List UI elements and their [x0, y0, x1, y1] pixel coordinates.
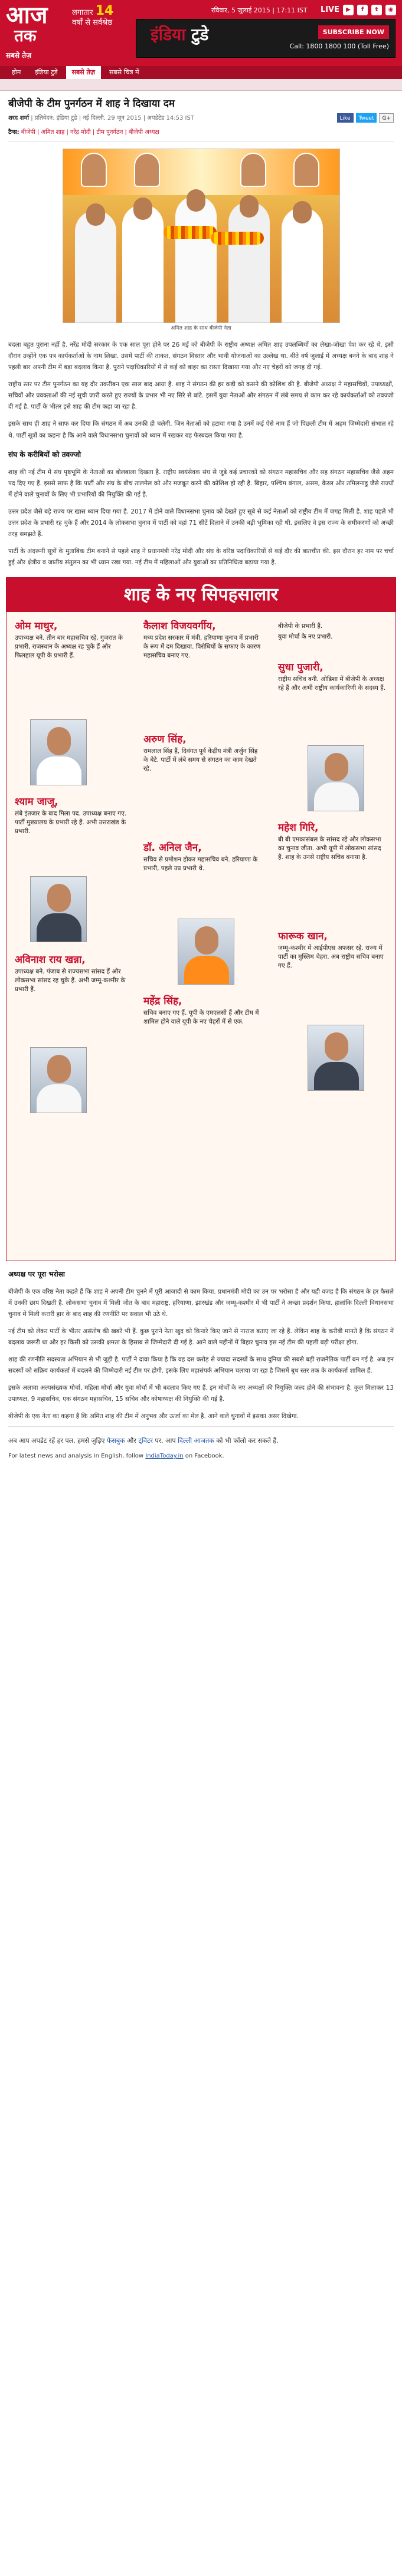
leader-card	[278, 930, 388, 970]
main-nav	[0, 66, 402, 79]
follow-note-text: अब आप अपडेट रहें हर पल, हमसे जुड़िए	[8, 1436, 107, 1445]
person-head	[187, 189, 205, 212]
photo-caption: अमित शाह के साथ बीजेपी नेता	[171, 325, 231, 331]
play-icon[interactable]: ▶	[343, 5, 354, 15]
paragraph: इसके साथ ही शाह ने साफ कर दिया कि संगठन में अब उनकी ही चलेगी. जिन नेताओं को हटाया गया है उनमें कई ऐसे नाम हैं जो पिछली टीम में अहम जिम्मेदारी संभाल रहे थे. पार्टी सूत्रों का कहना है कि आने वाले विधानसभा चुनावों को ध्यान में रखकर यह फेरबदल किया गया है.	[8, 420, 394, 439]
paragraph: शाह की नई टीम में संघ पृष्ठभूमि के नेताओं का बोलबाला दिखता है. राष्ट्रीय स्वयंसेवक संघ से जुड़े कई प्रचारकों को संगठन महासचिव और सह संगठन महासचिव जैसे अहम पद दिए गए हैं. इससे साफ है कि पार्टी और संघ के बीच तालमेल को और मजबूत करने की कोशिश हो रही है. बिहार, पश्चिम बंगाल, असम, केरल और तमिलनाडु जैसे राज्यों में होने वाले चुनावों के लिए भी प्रभारियों की नियुक्ति की गई है.	[8, 468, 394, 498]
article-body-continued	[0, 1268, 402, 1462]
banner-title-b: टुडे	[191, 25, 209, 44]
sabse-tez-label: सबसे तेज़	[6, 51, 31, 60]
person	[175, 196, 217, 323]
leader-name: अरुण सिंह,	[143, 733, 187, 745]
leader-desc: जम्मू-कश्मीर में आईपीएस अफसर रहे. राज्य में पार्टी का मुस्लिम चेहरा. अब राष्ट्रीय सचिव बनाए गए हैं.	[278, 944, 384, 969]
follow-note-text: को भी फॉलो कर सकते हैं.	[214, 1436, 279, 1445]
leader-card	[278, 822, 388, 862]
leader-photo	[308, 745, 364, 811]
section-heading: अध्यक्ष पर पूरा भरोसा	[8, 1269, 66, 1278]
leader-name: ओम माथुर,	[15, 620, 58, 632]
logo-line1: आज	[6, 1, 48, 29]
leader-desc: युवा मोर्चा के नए प्रभारी.	[278, 633, 333, 640]
tagline-years: 14	[95, 4, 114, 18]
site-header	[0, 0, 402, 66]
paragraph: बीजेपी के एक वरिष्ठ नेता कहते हैं कि शाह ने अपनी टीम चुनने में पूरी आजादी से काम किया. प्रधानमंत्री मोदी का उन पर भरोसा है और यही वजह है कि संगठन के हर फैसले में उनकी छाप दिखती है. लोकसभा चुनाव में मिली जीत के बाद महाराष्ट्र, हरियाणा, झारखंड और जम्मू-कश्मीर में भी पार्टी ने अच्छा प्रदर्शन किया. हालांकि दिल्ली विधानसभा चुनाव में मिली करारी हार के बाद शाह की रणनीति पर सवाल भी उठे थे.	[8, 1288, 394, 1318]
english-note	[8, 1451, 394, 1462]
paragraph: राष्ट्रीय स्तर पर टीम पुनर्गठन का यह दौर तकरीबन एक साल बाद आया है. शाह ने संगठन की हर कड़ी को कसने की कोशिश की है. बीजेपी अध्यक्ष ने महासचिवों, उपाध्यक्षों, सचिवों और प्रवक्ताओं की नई सूची जारी करते हुए राज्यों के प्रभार भी नए सिरे से बांटे. इसमें युवा नेताओं और संगठन में लंबे समय से काम कर रहे कार्यकर्ताओं को तवज्जो दी गई है. पार्टी के भीतर इसे शाह की टीम कहा जा रहा है.	[8, 381, 394, 411]
leader-desc: सचिव से प्रमोशन होकर महासचिव बने. हरियाणा के प्रभारी, पहले उप्र प्रभारी थे.	[143, 856, 258, 872]
twitter-icon[interactable]: t	[371, 5, 382, 15]
leader-photo	[178, 919, 234, 985]
share-bar	[337, 113, 394, 123]
google-plus-button[interactable]: G+	[379, 113, 394, 123]
garland	[211, 232, 264, 245]
leader-card	[278, 620, 388, 641]
divider	[8, 1426, 394, 1427]
twitter-link[interactable]: ट्विटर	[138, 1436, 153, 1445]
byline-details: | प्रतिवेदन: इंडिया टुडे | नई दिल्ली, 29 जून 2015 | अपडेटेड 14:53 IST	[31, 115, 194, 121]
person	[282, 208, 323, 323]
leader-photo	[30, 1047, 87, 1113]
leader-name: कैलाश विजयवर्गीय,	[143, 620, 216, 632]
nav-item-photos[interactable]: सबसे चित्र में	[109, 68, 139, 76]
person-head	[133, 198, 152, 220]
section-heading: संघ के करीबियों को तवज्जो	[8, 450, 81, 459]
infographic-title: शाह के नए सिपहसालार	[6, 578, 396, 612]
leader-name: फारूक खान,	[278, 930, 328, 942]
follow-note	[8, 1435, 394, 1446]
leader-desc: बी बी एमकासंबल के सांसद रहे और लोकसभा का चुनाव जीता. अभी यूपी में लोकसभा सांसद हैं. शाह के उनसे राष्ट्रीय सचिव बनाया है.	[278, 835, 381, 861]
byline	[8, 113, 394, 124]
infographic	[6, 577, 396, 1261]
tags-list[interactable]: बीजेपी | अमित शाह | नरेंद्र मोदी | टीम पुनर्गठन | बीजेपी अध्यक्ष	[21, 129, 159, 136]
tags-line	[8, 127, 394, 138]
garland	[164, 226, 217, 239]
leader-desc: बीजेपी के प्रभारी हैं.	[278, 622, 323, 630]
sub-nav	[0, 79, 402, 91]
top-icons	[321, 4, 396, 17]
delhi-aajtak-link[interactable]: दिल्ली आजतक	[178, 1436, 214, 1445]
leader-card	[143, 842, 262, 873]
leader-card	[278, 662, 388, 693]
leader-card	[15, 954, 127, 994]
article-title: बीजेपी के टीम पुनर्गठन में शाह ने दिखाया दम	[8, 98, 175, 110]
paragraph: बदला बहुत पुराना नहीं है. नरेंद्र मोदी सरकार के एक साल पूरा होने पर 26 मई को बीजेपी के राष्ट्रीय अध्यक्ष अमित शाह उपलब्धियों का लेखा-जोखा पेश कर रहे थे. इसी दौरान उन्होंने एक पत्र कार्यकर्ताओं के नाम लिखा. उसमें पार्टी की ताकत, संगठन विस्तार और भावी योजनाओं का उल्लेख था. बीते वर्ष जुलाई में अध्यक्ष बनने के बाद शाह ने पहली बार अपनी टीम में बड़ा बदलाव किया है. पुराने पदाधिकारियों में से कई को बाहर का रास्ता दिखाया गया और नए चेहरों को जगह दी गई.	[8, 341, 394, 371]
person-head	[86, 203, 105, 226]
poster-face	[293, 153, 319, 187]
leader-name: डॉ. अनिल जैन,	[143, 841, 202, 854]
paragraph: नई टीम को लेकर पार्टी के भीतर असंतोष की खबरें भी हैं. कुछ पुराने नेता खुद को किनारे किए जाने से नाराज बताए जा रहे हैं. लेकिन शाह के करीबी मानते हैं कि संगठन में बदलाव जरूरी था और हर किसी को उसकी क्षमता के हिसाब से जिम्मेदारी दी गई है. आने वाले महीनों में बिहार चुनाव इस नई टीम की पहली बड़ी परीक्षा होगा.	[8, 1327, 394, 1346]
logo-line2: तक	[14, 26, 37, 45]
infographic-body	[6, 612, 396, 1261]
leader-desc: सचिव बनाए गए हैं. यूपी के एमएलसी हैं और टीम में शामिल होने वाले यूपी के नए चेहरों में से एक.	[143, 1009, 259, 1025]
follow-note-text: पर. आप	[152, 1436, 178, 1445]
tweet-button[interactable]: Tweet	[356, 113, 377, 123]
call-number: Call: 1800 1800 100 (Toll Free)	[289, 42, 389, 50]
leader-photo	[308, 1025, 364, 1091]
follow-note-text: और	[125, 1436, 139, 1445]
leader-name: अविनाश राय खन्ना,	[15, 953, 86, 966]
person	[122, 205, 164, 323]
paragraph: शाह की रणनीति सदस्यता अभियान से भी जुड़ी है. पार्टी ने दावा किया है कि वह दस करोड़ से ज्यादा सदस्यों के साथ दुनिया की सबसे बड़ी राजनैतिक पार्टी बन गई है. अब इन सदस्यों को सक्रिय कार्यकर्ता में बदलने की जिम्मेदारी नई टीम पर होगी. इसके लिए महासंपर्क अभियान चलाया जा रहा है जिसमें बूथ स्तर तक के कार्यकर्ता शामिल हैं.	[8, 1356, 394, 1375]
person-head	[293, 201, 312, 223]
poster-face	[240, 153, 266, 187]
paragraph: उत्तर प्रदेश जैसे बड़े राज्य पर खास ध्यान दिया गया है. 2017 में होने वाले विधानसभा चुनाव को देखते हुए सूबे से कई नेताओं को राष्ट्रीय टीम में जगह मिली है. शाह पहले भी उत्तर प्रदेश के प्रभारी रह चुके हैं और 2014 के लोकसभा चुनाव में पार्टी को वहां 71 सीटें दिलाने में उनकी बड़ी भूमिका रही थी. इसलिए वे इस राज्य के समीकरणों को अच्छी तरह समझते हैं.	[8, 508, 394, 538]
aajtak-logo[interactable]	[6, 1, 64, 45]
tagline-2: वर्षों से सर्वश्रेष्ठ	[72, 18, 113, 27]
poster-face	[134, 153, 160, 187]
english-note-text: on Facebook.	[183, 1452, 224, 1459]
leader-desc: उपाध्यक्ष बने. पंजाब से राज्यसभा सांसद हैं और लोकसभा सांसद रह चुके हैं. अभी जम्मू-कश्मीर के प्रभारी हैं.	[15, 968, 126, 993]
person	[75, 210, 116, 323]
nav-item-home[interactable]: होम	[12, 68, 21, 76]
nav-item-sabse-tez[interactable]: सबसे तेज़	[66, 66, 101, 79]
facebook-link[interactable]: फेसबुक	[106, 1436, 125, 1445]
article-photo[interactable]	[63, 149, 340, 323]
paragraph: पार्टी के अंदरूनी सूत्रों के मुताबिक टीम बनाने से पहले शाह ने प्रधानमंत्री नरेंद्र मोदी और संघ के वरिष्ठ पदाधिकारियों से कई दौर की बातचीत की. इस दौरान हर नाम पर चर्चा हुई और क्षेत्रीय व जातीय संतुलन का भी ध्यान रखा गया. नई टीम में महिलाओं और युवाओं का प्रतिनिधित्व बढ़ाया गया है.	[8, 548, 394, 567]
leader-desc: मध्य प्रदेश सरकार में मंत्री, हरियाणा चुनाव में प्रभारी के रूप में दम दिखाया. विरोधियों के सफाए के कारण महासचिव बनाए गए.	[143, 634, 261, 659]
subscribe-button[interactable]: SUBSCRIBE NOW	[318, 25, 389, 39]
paragraph: इसके अलावा अल्पसंख्यक मोर्चा, महिला मोर्चा और युवा मोर्चा में भी बदलाव किए गए हैं. इन मोर्चों के नए अध्यक्षों की नियुक्ति जल्द होने की संभावना है. कुल मिलाकर 13 उपाध्यक्ष, 9 महासचिव, एक संगठन महासचिव, 15 सचिव और कोषाध्यक्ष की नियुक्ति की गई है.	[8, 1384, 394, 1403]
nav-item-india-today[interactable]: इंडिया टुडे	[35, 68, 58, 76]
tagline-1: लगातार	[72, 8, 93, 17]
current-datetime: रविवार, 5 जुलाई 2015 | 17:11 IST	[211, 6, 308, 14]
leader-name: सुधा पुजारी,	[278, 661, 323, 673]
leader-desc: लंबे इंतजार के बाद मिला पद. उपाध्यक्ष बनाए गए. पार्टी मुख्यालय के प्रभारी रहे हैं. अभी उत्तराखंड के प्रभारी.	[15, 810, 127, 835]
leader-desc: उपाध्यक्ष बने. तीन बार महासचिव रहे, गुजरात के प्रभारी, राजस्थान के अध्यक्ष रह चुके हैं और फिलहाल यूपी के प्रभारी हैं.	[15, 634, 123, 659]
india-today-banner[interactable]	[136, 19, 396, 58]
indiatoday-link[interactable]: IndiaToday.in	[145, 1452, 184, 1459]
tags-label: टैग्स:	[8, 129, 19, 136]
paragraph: बीजेपी के एक नेता का कहना है कि अमित शाह की टीम में अनुभव और ऊर्जा का मेल है. आने वाले चुनावों में इसका असर दिखेगा.	[8, 1413, 299, 1420]
leader-card	[143, 733, 262, 774]
person-head	[240, 195, 259, 218]
leader-desc: राष्ट्रीय सचिव बनी. ओडिशा में बीजेपी के अध्यक्ष रहे हैं और अभी राष्ट्रीय कार्यकारिणी के सदस्य हैं.	[278, 675, 386, 692]
banner-title	[151, 25, 208, 44]
author-name[interactable]: शरद शर्मा	[8, 115, 30, 121]
leader-desc: रामलाल सिंह हैं, दिवंगत पूर्व केंद्रीय मंत्री अर्जुन सिंह के बेटे. पार्टी में लंबे समय से संगठन का काम देखते रहे.	[143, 747, 258, 772]
leader-name: महेश गिरि,	[278, 821, 319, 834]
leader-photo	[30, 876, 87, 942]
facebook-like-button[interactable]: Like	[337, 113, 354, 123]
article-body	[0, 97, 402, 569]
english-note-text: For latest news and analysis in English, follow	[8, 1452, 146, 1459]
leader-photo	[30, 719, 87, 785]
leader-card	[15, 620, 127, 660]
leader-card	[143, 620, 262, 660]
live-link[interactable]: LIVE	[320, 5, 339, 14]
facebook-icon[interactable]: f	[357, 5, 368, 15]
leader-card	[143, 995, 262, 1027]
rss-icon[interactable]: ◉	[385, 5, 396, 15]
banner-title-a: इंडिया	[151, 25, 186, 44]
divider	[8, 141, 394, 142]
leader-name: श्याम जाजू,	[15, 795, 58, 808]
leader-name: महेंद्र सिंह,	[143, 995, 182, 1007]
leader-card	[15, 796, 127, 836]
person	[228, 202, 270, 323]
poster-face	[81, 153, 107, 187]
